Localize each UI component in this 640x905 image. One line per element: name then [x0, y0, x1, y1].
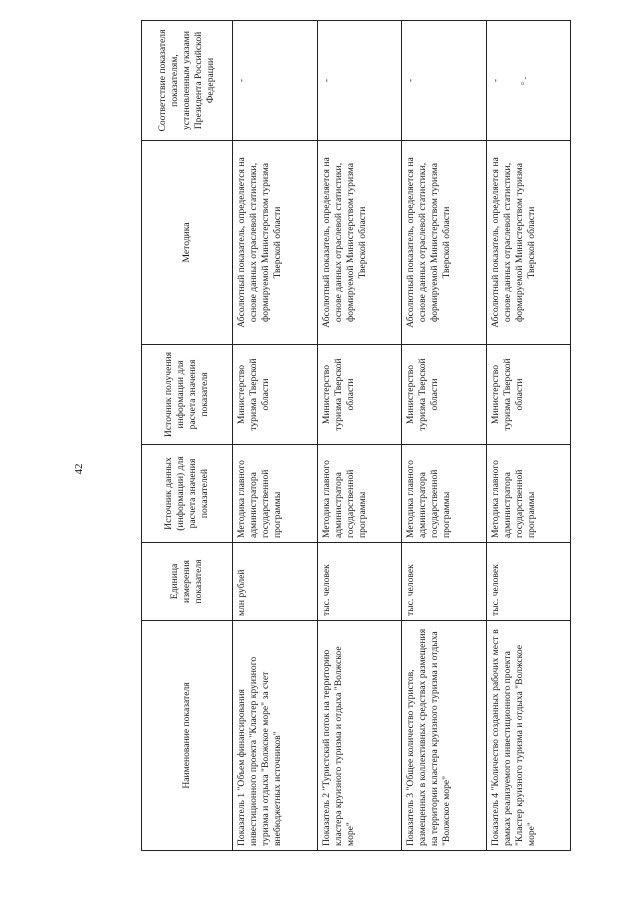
header-method: Методика: [142, 141, 233, 345]
indicators-table: [141, 20, 571, 851]
header-info-source: Источник получения информации для расчета значения показателя: [142, 345, 233, 445]
header-data-source: Источник данных (информации) для расчета значения показателей: [142, 445, 233, 543]
cell-indicator-name: Показатель 2 "Туристский поток на территорию кластера круизного туризма и отдыха "Волжское море": [317, 621, 402, 851]
table-row: [402, 21, 487, 851]
cell-unit: тыс. человек: [317, 543, 402, 621]
cell-indicator-name: Показатель 3 "Общее количество туристов, размещенных в коллективных средствах размещения на территории кластера круизного туризма и отдыха "Волжское море": [402, 621, 487, 851]
cell-data-source: Методика главного администратора государственной программы: [233, 445, 318, 543]
header-compliance: Соответствие показателя показателям, установленным указами Президента Российской Федерации: [142, 21, 233, 141]
cell-unit: млн рублей: [233, 543, 318, 621]
cell-method: Абсолютный показатель, определяется на основе данных отраслевой статистики, формируемой Министерством туризма Тверской области: [402, 141, 487, 345]
page-number: 42: [73, 463, 85, 475]
cell-info-source: Министерство туризма Тверской области: [402, 345, 487, 445]
cell-indicator-name: Показатель 1 "Объем финансирования инвестиционного проекта "Кластер круизного туризма и отдыха "Волжское море" за счет внебюджетных источников": [233, 621, 318, 851]
cell-compliance: -: [233, 21, 318, 141]
cell-data-source: Методика главного администратора государственной программы: [486, 445, 571, 543]
cell-compliance: -: [486, 21, 571, 141]
cell-compliance: -: [317, 21, 402, 141]
header-indicator-name: Наименование показателя: [142, 621, 233, 851]
table-row: [233, 21, 318, 851]
table-header-row: [142, 21, 233, 851]
cell-data-source: Методика главного администратора государственной программы: [317, 445, 402, 543]
cell-info-source: Министерство туризма Тверской области: [486, 345, 571, 445]
cell-data-source: Методика главного администратора государственной программы: [402, 445, 487, 543]
cell-method: Абсолютный показатель, определяется на основе данных отраслевой статистики, формируемой Министерством туризма Тверской области: [233, 141, 318, 345]
cell-unit: тыс. человек: [486, 543, 571, 621]
cell-indicator-name: Показатель 4 "Количество созданных рабочих мест в рамках реализуемого инвестиционного проекта "Кластер круизного туризма и отдыха "Волжское море": [486, 621, 571, 851]
cell-compliance: -: [402, 21, 487, 141]
cell-info-source: Министерство туризма Тверской области: [317, 345, 402, 445]
cell-method: Абсолютный показатель, определяется на основе данных отраслевой статистики, формируемой Министерством туризма Тверской области: [317, 141, 402, 345]
cell-info-source: Министерство туризма Тверской области: [233, 345, 318, 445]
header-unit: Единица измерения показателя: [142, 543, 233, 621]
scan-mark: ° -: [519, 76, 530, 86]
cell-method: Абсолютный показатель, определяется на основе данных отраслевой статистики, формируемой Министерством туризма Тверской области: [486, 141, 571, 345]
cell-unit: тыс. человек: [402, 543, 487, 621]
table-row: [317, 21, 402, 851]
indicators-table-rotated: [141, 21, 571, 851]
table-row: [486, 21, 571, 851]
